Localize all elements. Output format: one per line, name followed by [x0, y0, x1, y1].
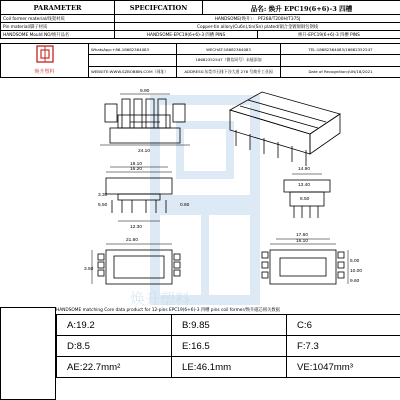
spec-c: C:6: [287, 315, 400, 336]
dim-label: 24.10: [138, 149, 151, 154]
spec-le: LE:46.1mm: [172, 357, 287, 378]
dim-label: 5.50: [98, 203, 108, 208]
core-specs-table: [56, 314, 400, 378]
spec-ve: VE:1047mm³: [287, 357, 400, 378]
pin-material-label: Pin material/脚子材质: [1, 23, 115, 31]
specification-heading: SPECIFCATION: [115, 1, 203, 15]
mould-no-value-cn: 焕升-EPC19(6+6)-3 四槽 PINS: [258, 31, 400, 39]
spec-b: B:9.85: [172, 315, 287, 336]
dim-label: 18.10: [130, 162, 143, 167]
bottom-view: [92, 244, 180, 284]
dim-label: 17.60: [296, 233, 309, 238]
product-title: 品名: 焕升 EPC19(6+6)-3 四槽: [203, 1, 400, 15]
mould-no-label: HANDSOME Mould NO/焕升品名: [1, 31, 115, 39]
whatsapp-text: WhatsApp:+86-18682364083: [89, 44, 177, 55]
dim-label: 9.90: [140, 89, 150, 94]
coil-material-label: Coil former material/线架材质: [1, 15, 115, 23]
parameter-heading: PARAMETER: [1, 1, 115, 15]
website-text: WEBSITE:WWW.SZBOBBIN.COM（网址）: [89, 66, 177, 77]
dim-label: 13.40: [298, 183, 311, 188]
dim-label: 5.00: [350, 259, 360, 264]
dim-label: 14.90: [298, 167, 311, 172]
spec-f: F:7.3: [287, 336, 400, 357]
dim-label: 0.60: [180, 203, 190, 208]
dim-label: 12.30: [130, 225, 143, 230]
pin-material-value: Copper-tin allory(Cu6n),tin(Sn) plated/铜合金镀锡铜包钢线: [115, 23, 400, 31]
wechat-secondary-text: 18682352547（微信同号）未能添加: [177, 55, 281, 66]
spec-ae: AE:22.7mm²: [57, 357, 172, 378]
wechat-text: WECHAT:18682364083: [177, 44, 281, 55]
front-view: [106, 167, 172, 221]
mould-no-value-en: HANDSOME-EPC19(6+6)-3 四槽 PINS: [115, 31, 258, 39]
dim-label: 21.60: [126, 238, 139, 243]
spec-d: D:8.5: [57, 336, 172, 357]
isometric-view: [230, 92, 340, 166]
dim-label: 16.10: [296, 239, 309, 244]
dim-label: 10.00: [350, 269, 363, 274]
dim-label: 3.50: [84, 267, 94, 272]
spec-a: A:19.2: [57, 315, 172, 336]
core-image-box: [0, 307, 56, 400]
top-view: [100, 94, 190, 145]
core-data-caption: HANDSOME matching Core data product for 12-pins EPC19(6+6)-3 四槽 pins coil former/焕升磁芯相关数据: [56, 308, 281, 313]
pin-layout-view: [262, 239, 348, 284]
watermark-text: 焕升塑料: [130, 290, 191, 308]
address-text: ADDRESS:东莞市石排下沙大道 276 号焕升工业园: [177, 66, 281, 77]
tel-text: TEL:18682364083/18682352547: [281, 44, 400, 55]
dim-label: 8.50: [300, 197, 310, 202]
coil-material-value: HANDSOME(焕升）： PF268/T200H/T375J: [115, 15, 400, 23]
dim-label: 3.30: [98, 193, 108, 198]
right-view: [284, 174, 330, 218]
recognition-date: Date of Recognition:JUN/18/2021: [281, 66, 400, 77]
spec-e: E:16.5: [172, 336, 287, 357]
dim-label: 16.20: [130, 167, 143, 172]
logo-text: 焕升塑料: [34, 69, 55, 75]
dim-label: 9.60: [350, 279, 360, 284]
